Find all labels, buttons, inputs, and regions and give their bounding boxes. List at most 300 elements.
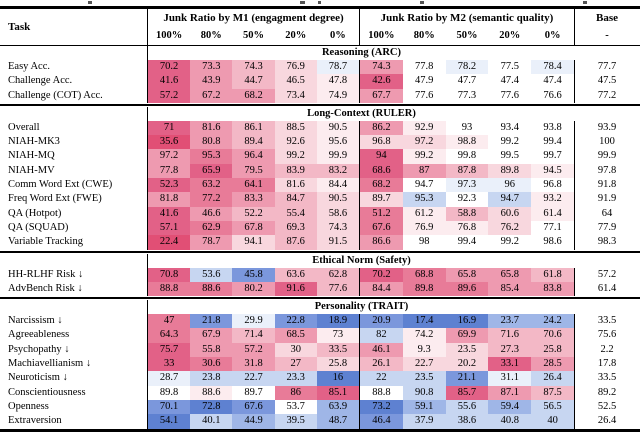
table-row	[0, 414, 640, 428]
m2-cell: 89.8	[488, 164, 531, 178]
m1-cell: 41.6	[148, 74, 190, 88]
m2-cell: 76.6	[531, 89, 574, 103]
percent-header-cell: 80%	[413, 30, 435, 41]
m1-cell: 89.8	[148, 386, 190, 400]
m1-cell: 47	[148, 314, 190, 328]
base-cell: 33.5	[597, 372, 617, 384]
m1-cell: 83.2	[317, 164, 359, 178]
m1-cell-group	[148, 192, 360, 206]
m1-cell: 78.7	[190, 235, 232, 249]
m2-cell: 93	[446, 121, 489, 135]
m2-cell: 47.4	[488, 74, 531, 88]
base-cell: 99.9	[597, 150, 617, 162]
m1-group-label: Junk Ratio by M1 (engagment degree)	[163, 12, 344, 24]
m1-cell: 70.1	[148, 400, 190, 414]
m2-cell: 77.1	[531, 221, 574, 235]
m2-cell: 23.7	[488, 314, 531, 328]
m1-cell: 52.2	[232, 207, 274, 221]
m1-cell: 29.9	[232, 314, 274, 328]
m1-cell: 73.3	[190, 60, 232, 74]
table-header	[0, 9, 640, 46]
base-cell: 98.3	[597, 236, 617, 248]
m1-cell: 81.6	[190, 121, 232, 135]
m1-cell: 21.8	[190, 314, 232, 328]
m1-cell: 74.3	[232, 60, 274, 74]
base-cell: 61.4	[597, 282, 617, 294]
m2-cell: 59.1	[403, 400, 446, 414]
m2-cell-group	[360, 135, 575, 149]
m2-cell: 69.9	[446, 328, 489, 342]
m2-cell: 17.4	[403, 314, 446, 328]
m2-cell-group	[360, 89, 575, 103]
m1-cell: 92.6	[275, 135, 317, 149]
m1-cell: 22.7	[232, 371, 274, 385]
percent-header-cell: 80%	[200, 30, 222, 41]
m1-cell-group	[148, 207, 360, 221]
m1-cell: 75.7	[148, 343, 190, 357]
task-header: Task	[0, 9, 148, 45]
percent-header-cell: 100%	[368, 30, 395, 41]
base-cell: 97.8	[597, 164, 617, 176]
m1-cell: 16	[317, 371, 359, 385]
percent-header-cell: 0%	[330, 30, 346, 41]
row-label: HH-RLHF Risk ↓	[0, 268, 148, 282]
row-label: Narcissism ↓	[0, 314, 148, 328]
m1-cell: 91.5	[317, 235, 359, 249]
m1-cell: 97.2	[148, 149, 190, 163]
m1-cell: 89.4	[232, 135, 274, 149]
m1-cell: 96.4	[232, 149, 274, 163]
m2-cell-group	[360, 74, 575, 88]
m2-cell: 98.8	[446, 135, 489, 149]
row-label: QA (SQUAD)	[0, 221, 148, 235]
table-row	[0, 235, 640, 249]
percent-header-cell: 20%	[499, 30, 521, 41]
m1-cell: 67.2	[190, 89, 232, 103]
table-row	[0, 164, 640, 178]
base-cell: 91.9	[597, 193, 617, 205]
m1-cell: 70.8	[148, 268, 190, 282]
section-title: Reasoning (ARC)	[321, 47, 402, 58]
m2-cell: 93.4	[488, 121, 531, 135]
m2-cell: 40.8	[488, 414, 531, 428]
m2-cell: 98.6	[531, 235, 574, 249]
section-title-row	[0, 46, 640, 60]
m2-cell: 51.2	[360, 207, 403, 221]
row-label: Neuroticism ↓	[0, 371, 148, 385]
m1-cell: 83.3	[232, 192, 274, 206]
m1-cell: 73	[317, 328, 359, 342]
m2-cell: 16.9	[446, 314, 489, 328]
row-label: Freq Word Ext (FWE)	[0, 192, 148, 206]
m2-cell: 42.6	[360, 74, 403, 88]
row-label: Openness	[0, 400, 148, 414]
m1-cell: 74.9	[317, 89, 359, 103]
m1-cell-group	[148, 235, 360, 249]
table-row	[0, 357, 640, 371]
table-row	[0, 74, 640, 88]
bottom-rule	[0, 429, 640, 432]
m1-cell: 76.9	[275, 60, 317, 74]
m1-cell: 40.1	[190, 414, 232, 428]
section-title-row	[0, 300, 640, 314]
m2-cell: 90.8	[403, 386, 446, 400]
m1-cell-group	[148, 343, 360, 357]
cropped-caption-fragment	[88, 1, 92, 4]
section-title-right-spacer	[575, 107, 640, 121]
m2-cell: 68.6	[360, 164, 403, 178]
m1-cell: 23.8	[190, 371, 232, 385]
m1-cell: 52.3	[148, 178, 190, 192]
m1-cell: 22.8	[275, 314, 317, 328]
row-label: NIAH-MK3	[0, 135, 148, 149]
m2-cell: 46.1	[360, 343, 403, 357]
m2-cell: 26.1	[360, 357, 403, 371]
table-row	[0, 178, 640, 192]
m2-cell: 76.2	[488, 221, 531, 235]
table-row	[0, 60, 640, 74]
section-title-row	[0, 107, 640, 121]
table-row	[0, 282, 640, 296]
m1-cell-group	[148, 371, 360, 385]
m1-cell-group	[148, 178, 360, 192]
m1-cell: 72.8	[190, 400, 232, 414]
base-cell: 17.8	[597, 358, 617, 370]
m2-cell: 94.7	[488, 192, 531, 206]
m1-cell: 87.6	[275, 235, 317, 249]
m2-cell: 76.8	[446, 221, 489, 235]
table-row	[0, 149, 640, 163]
m2-cell: 61.4	[531, 207, 574, 221]
m2-cell: 89.8	[403, 282, 446, 296]
table-row	[0, 121, 640, 135]
percent-header-cell: 100%	[155, 30, 183, 41]
m2-cell: 56.5	[531, 400, 574, 414]
cropped-caption-fragment	[583, 1, 587, 4]
m1-cell: 41.6	[148, 207, 190, 221]
m1-cell: 22.4	[148, 235, 190, 249]
row-label: NIAH-MQ	[0, 149, 148, 163]
base-cell: 57.2	[597, 268, 617, 280]
m2-cell: 71.6	[488, 328, 531, 342]
m2-cell: 70.6	[531, 328, 574, 342]
m1-cell: 94.1	[232, 235, 274, 249]
m1-cell: 84.7	[275, 192, 317, 206]
m2-cell: 28.5	[531, 357, 574, 371]
base-cell: 33.5	[597, 315, 617, 327]
m2-cell: 99.7	[531, 149, 574, 163]
m2-cell: 20.9	[360, 314, 403, 328]
m2-cell: 60.6	[488, 207, 531, 221]
m1-cell-group	[148, 89, 360, 103]
m1-cell: 62.9	[190, 221, 232, 235]
section-rule	[0, 104, 640, 106]
m1-cell: 33.5	[317, 343, 359, 357]
m2-cell: 89.7	[360, 192, 403, 206]
percent-header-cell: 20%	[285, 30, 307, 41]
m1-cell: 63.6	[275, 268, 317, 282]
m2-cell-group	[360, 328, 575, 342]
m1-cell-group	[148, 221, 360, 235]
m2-cell: 96.8	[360, 135, 403, 149]
m1-cell: 57.1	[148, 221, 190, 235]
m1-cell: 83.9	[275, 164, 317, 178]
base-cell: 75.6	[597, 329, 617, 341]
m1-cell: 73.4	[275, 89, 317, 103]
m2-cell-group	[360, 207, 575, 221]
m1-cell: 68.5	[275, 328, 317, 342]
row-label: Overall	[0, 121, 148, 135]
base-cell: 2.2	[600, 343, 614, 355]
m2-cell-group	[360, 164, 575, 178]
m1-cell: 28.7	[148, 371, 190, 385]
m2-cell: 61.8	[531, 268, 574, 282]
row-label: Machiavellianism ↓	[0, 357, 148, 371]
m1-cell-group	[148, 314, 360, 328]
m2-cell-group	[360, 414, 575, 428]
m1-cell: 86	[275, 386, 317, 400]
section-title: Long-Context (RULER)	[307, 107, 416, 119]
m1-cell: 57.2	[232, 343, 274, 357]
m2-cell: 94.5	[531, 164, 574, 178]
row-label: AdvBench Risk ↓	[0, 282, 148, 296]
m2-cell: 20.2	[446, 357, 489, 371]
m2-percent-row	[360, 27, 574, 45]
table-row	[0, 343, 640, 357]
m1-cell: 48.7	[317, 414, 359, 428]
m2-cell-group	[360, 371, 575, 385]
m2-cell: 89.6	[446, 282, 489, 296]
row-label: Easy Acc.	[0, 60, 148, 74]
m1-cell: 80.2	[232, 282, 274, 296]
m2-cell: 65.8	[488, 268, 531, 282]
base-cell: 77.7	[597, 61, 617, 72]
m2-cell: 82	[360, 328, 403, 342]
table-row	[0, 314, 640, 328]
m1-cell: 63.9	[317, 400, 359, 414]
m2-cell: 78.2	[446, 60, 489, 74]
m2-cell: 78.4	[531, 60, 574, 74]
m2-cell: 33.1	[488, 357, 531, 371]
m1-cell: 55.8	[190, 343, 232, 357]
m1-cell: 67.8	[232, 221, 274, 235]
row-label: NIAH-MV	[0, 164, 148, 178]
m1-cell: 77.6	[317, 282, 359, 296]
m2-cell: 93.8	[531, 121, 574, 135]
m2-cell: 77.3	[446, 89, 489, 103]
section-title-left-spacer	[0, 254, 148, 268]
m1-cell: 79.5	[232, 164, 274, 178]
m2-cell: 9.3	[403, 343, 446, 357]
section-title-right-spacer	[575, 254, 640, 268]
base-header-label: Base	[596, 12, 618, 24]
m2-cell-group	[360, 282, 575, 296]
m1-percent-row	[148, 27, 359, 45]
m2-cell: 24.2	[531, 314, 574, 328]
m1-cell: 18.9	[317, 314, 359, 328]
m2-cell-group	[360, 343, 575, 357]
m1-cell-group	[148, 328, 360, 342]
m1-cell: 44.9	[232, 414, 274, 428]
m2-cell: 99.2	[488, 235, 531, 249]
m1-cell-group	[148, 164, 360, 178]
m2-cell: 99.8	[446, 149, 489, 163]
m2-cell: 76.9	[403, 221, 446, 235]
m2-cell-group	[360, 60, 575, 74]
m2-cell: 73.2	[360, 400, 403, 414]
m2-cell: 46.4	[360, 414, 403, 428]
row-label: Comm Word Ext (CWE)	[0, 178, 148, 192]
m1-cell: 64.1	[232, 178, 274, 192]
section-title: Ethical Norm (Safety)	[312, 254, 411, 266]
m2-cell: 21.1	[446, 371, 489, 385]
m2-cell-group	[360, 178, 575, 192]
m1-cell: 57.2	[148, 89, 190, 103]
m2-cell: 68.8	[403, 268, 446, 282]
table-row	[0, 207, 640, 221]
row-label: Psychopathy ↓	[0, 343, 148, 357]
m2-cell: 37.9	[403, 414, 446, 428]
m2-cell: 95.3	[403, 192, 446, 206]
percent-header-cell: 50%	[243, 30, 264, 41]
m1-cell: 86.1	[232, 121, 274, 135]
m2-cell: 26.4	[531, 371, 574, 385]
m2-cell: 86.2	[360, 121, 403, 135]
base-cell: 93.9	[597, 121, 617, 133]
m2-cell: 97.3	[446, 178, 489, 192]
base-cell: 77.9	[597, 221, 617, 233]
m2-cell: 47.4	[531, 74, 574, 88]
m1-cell: 44.7	[232, 74, 274, 88]
row-label: Challenge (COT) Acc.	[0, 89, 148, 103]
m2-cell: 85.4	[488, 282, 531, 296]
m2-cell: 38.6	[446, 414, 489, 428]
m2-cell: 67.6	[360, 221, 403, 235]
m1-cell-group	[148, 400, 360, 414]
section-title-left-spacer	[0, 300, 148, 314]
m1-cell: 35.6	[148, 135, 190, 149]
row-label: Extraversion	[0, 414, 148, 428]
table-body	[0, 46, 640, 429]
m1-cell-group	[148, 135, 360, 149]
base-cell: 91.8	[597, 179, 617, 191]
m2-cell-group	[360, 149, 575, 163]
m1-cell: 58.6	[317, 207, 359, 221]
cropped-caption-fragment	[318, 1, 321, 4]
table-row	[0, 89, 640, 103]
m1-cell: 90.5	[317, 192, 359, 206]
m2-cell: 94.7	[403, 178, 446, 192]
m2-cell: 61.2	[403, 207, 446, 221]
m1-cell: 23.3	[275, 371, 317, 385]
base-header	[575, 9, 639, 45]
m2-cell: 47.7	[446, 74, 489, 88]
m1-cell: 64.3	[148, 328, 190, 342]
table-row	[0, 386, 640, 400]
m2-cell: 77.8	[403, 60, 446, 74]
m2-cell: 93.2	[531, 192, 574, 206]
m2-group-header	[360, 9, 575, 45]
m1-cell-group	[148, 386, 360, 400]
row-label: Conscientiousness	[0, 386, 148, 400]
table-row	[0, 400, 640, 414]
m1-cell: 67.6	[232, 400, 274, 414]
m1-cell: 78.7	[317, 60, 359, 74]
m2-cell: 83.8	[531, 282, 574, 296]
m1-cell: 25.8	[317, 357, 359, 371]
m2-cell: 27.3	[488, 343, 531, 357]
m1-cell: 70.2	[148, 60, 190, 74]
m1-cell: 84.4	[317, 178, 359, 192]
m1-cell: 91.6	[275, 282, 317, 296]
section-title: Personality (TRAIT)	[314, 301, 409, 313]
m2-cell: 59.4	[488, 400, 531, 414]
m1-cell: 88.6	[190, 282, 232, 296]
m2-cell: 74.2	[403, 328, 446, 342]
m1-cell-group	[148, 282, 360, 296]
cropped-caption-strip	[0, 0, 640, 6]
table-row	[0, 268, 640, 282]
m1-cell: 74.3	[317, 221, 359, 235]
m2-cell: 25.8	[531, 343, 574, 357]
m2-cell: 92.9	[403, 121, 446, 135]
m1-cell: 43.9	[190, 74, 232, 88]
m1-cell: 89.7	[232, 386, 274, 400]
m1-cell: 71	[148, 121, 190, 135]
m2-cell-group	[360, 268, 575, 282]
m2-cell: 99.2	[403, 149, 446, 163]
m2-cell: 85.7	[446, 386, 489, 400]
m2-group-label: Junk Ratio by M2 (semantic quality)	[380, 12, 554, 24]
m2-cell: 97.2	[403, 135, 446, 149]
m2-cell: 23.5	[403, 371, 446, 385]
m2-cell: 65.8	[446, 268, 489, 282]
m2-cell-group	[360, 357, 575, 371]
m2-cell: 87.5	[531, 386, 574, 400]
m1-cell-group	[148, 268, 360, 282]
m1-cell: 39.5	[275, 414, 317, 428]
m2-cell: 99.4	[446, 235, 489, 249]
m2-cell: 87	[403, 164, 446, 178]
m2-cell: 40	[531, 414, 574, 428]
m1-cell: 67.9	[190, 328, 232, 342]
row-label: QA (Hotpot)	[0, 207, 148, 221]
section-rule	[0, 297, 640, 299]
base-cell: 26.4	[597, 415, 617, 427]
m2-cell: 31.1	[488, 371, 531, 385]
m2-cell-group	[360, 121, 575, 135]
m1-cell: 46.6	[190, 207, 232, 221]
m2-cell: 58.8	[446, 207, 489, 221]
m2-cell: 87.8	[446, 164, 489, 178]
m2-cell: 98	[403, 235, 446, 249]
base-cell: 47.5	[597, 75, 617, 87]
m2-cell: 55.6	[446, 400, 489, 414]
table-row	[0, 192, 640, 206]
m2-cell: 68.2	[360, 178, 403, 192]
m1-cell-group	[148, 414, 360, 428]
m2-cell: 77.6	[403, 89, 446, 103]
m2-cell: 99.2	[488, 135, 531, 149]
section-title-row	[0, 254, 640, 268]
m1-cell: 27	[275, 357, 317, 371]
m1-cell: 85.1	[317, 386, 359, 400]
m1-cell: 31.8	[232, 357, 274, 371]
m1-cell: 71.4	[232, 328, 274, 342]
m1-cell: 45.8	[232, 268, 274, 282]
m2-cell: 22.7	[403, 357, 446, 371]
m2-cell: 94	[360, 149, 403, 163]
